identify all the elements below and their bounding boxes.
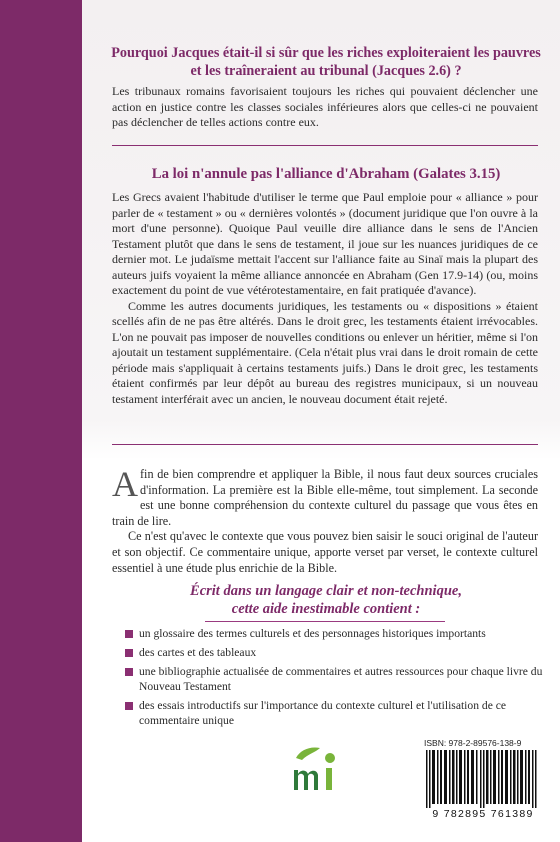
square-bullet-icon — [125, 668, 133, 676]
square-bullet-icon — [125, 649, 133, 657]
list-item-text: une bibliographie actualisée de commentaires et autres ressources pour chaque livre du Nouveau Testament — [139, 665, 543, 693]
square-bullet-icon — [125, 630, 133, 638]
drop-cap: A — [112, 464, 138, 504]
intro-paragraph-1-text: fin de bien comprendre et appliquer la Bible, il nous faut deux sources cruciales d'information. La première est la Bible elle-même, tout simplement. La seconde est une bonne compréhension du contexte culturel du passage que vous êtes en train de lire. — [112, 467, 538, 528]
intro-paragraph-1 — [112, 464, 538, 529]
section-divider — [112, 145, 538, 146]
intro-paragraph-2: Ce n'est qu'avec le contexte que vous pouvez bien saisir le souci original de l'auteur et son objectif. Ce commentaire unique, apporte verset par verset, le contexte culturel essentiel à une étude plus enrichie de la Bible. — [112, 529, 538, 575]
list-item-text: un glossaire des termes culturels et des personnages historiques importants — [139, 627, 486, 640]
publisher-logo-icon — [290, 744, 342, 798]
promo-line-1: Écrit dans un langage clair et non-technique, — [190, 583, 462, 599]
abraham-heading: La loi n'annule pas l'alliance d'Abraham (Galates 3.15) — [151, 166, 501, 182]
list-item-text: des cartes et des tableaux — [139, 646, 257, 659]
abraham-body — [112, 190, 538, 407]
isbn-label: ISBN: 978-2-89576-138-9 — [424, 738, 522, 748]
feature-list — [125, 626, 545, 732]
list-item — [125, 698, 545, 728]
abraham-paragraph-2: Comme les autres documents juridiques, les testaments ou « dispositions » étaient scellés afin de ne pas être altérés. Dans le droit grec, les testaments étaient irrévocables. L'on ne pouvait pas imposer de nouvelles conditions ou enlever un héritier, même si l'on ajoutait un testament supplémentaire. (Cela n'était plus vrai dans le droit romain de cette période mais s'appliquait à certains testaments juifs.) Dans le droit grec, les testaments étaient confirmés par leur dépôt au bureau des registres municipaux, si un nouveau testament interférait avec un ancien, le nouveau document était rejeté. — [112, 298, 538, 406]
list-item — [125, 626, 545, 641]
square-bullet-icon — [125, 702, 133, 710]
abraham-paragraph-1: Les Grecs avaient l'habitude d'utiliser le terme que Paul emploie pour « alliance » pour parler de « testament » ou « dernières volontés » (document juridique que l'on ouvre à la mort d'une personne). Quoique Paul veuille dire alliance dans le sens de l'Ancien Testament plutôt que dans le sens de testament, il joue sur les nuances juridiques de ce dernier mot. Le judaïsme mettait l'accent sur l'alliance faite au Sinaï mais la plupart des auteurs juifs voyaient la même alliance annoncée en Abraham (Gen 17.9-14) (ou, moins exactement du point de vue vétérotestamentaire, en fait pratiquée d'avance). — [112, 190, 538, 297]
list-item-text: des essais introductifs sur l'importance du contexte culturel et l'utilisation de ce commentaire unique — [139, 699, 507, 727]
barcode-icon — [420, 750, 546, 808]
question-heading: Pourquoi Jacques était-il si sûr que les riches exploiteraient les pauvres et les traîneraient au tribunal (Jacques 2.6) ? — [111, 45, 541, 79]
promo-line-2: cette aide inestimable contient : — [231, 601, 421, 617]
question-answer-text: Les tribunaux romains favorisaient toujours les riches qui pouvaient déclencher une action en justice contre les classes sociales inférieures alors que celles-ci ne pouvaient pas déclencher de telles actions contre eux. — [112, 84, 538, 129]
barcode — [420, 750, 546, 810]
intro-text — [112, 464, 538, 576]
question-answer — [112, 84, 538, 131]
barcode-digits: 9 782895 761389 — [432, 808, 534, 820]
purple-side-band — [0, 0, 82, 842]
list-item — [125, 645, 545, 660]
promo-divider — [205, 621, 445, 622]
list-item — [125, 664, 545, 694]
section-divider — [112, 444, 538, 445]
